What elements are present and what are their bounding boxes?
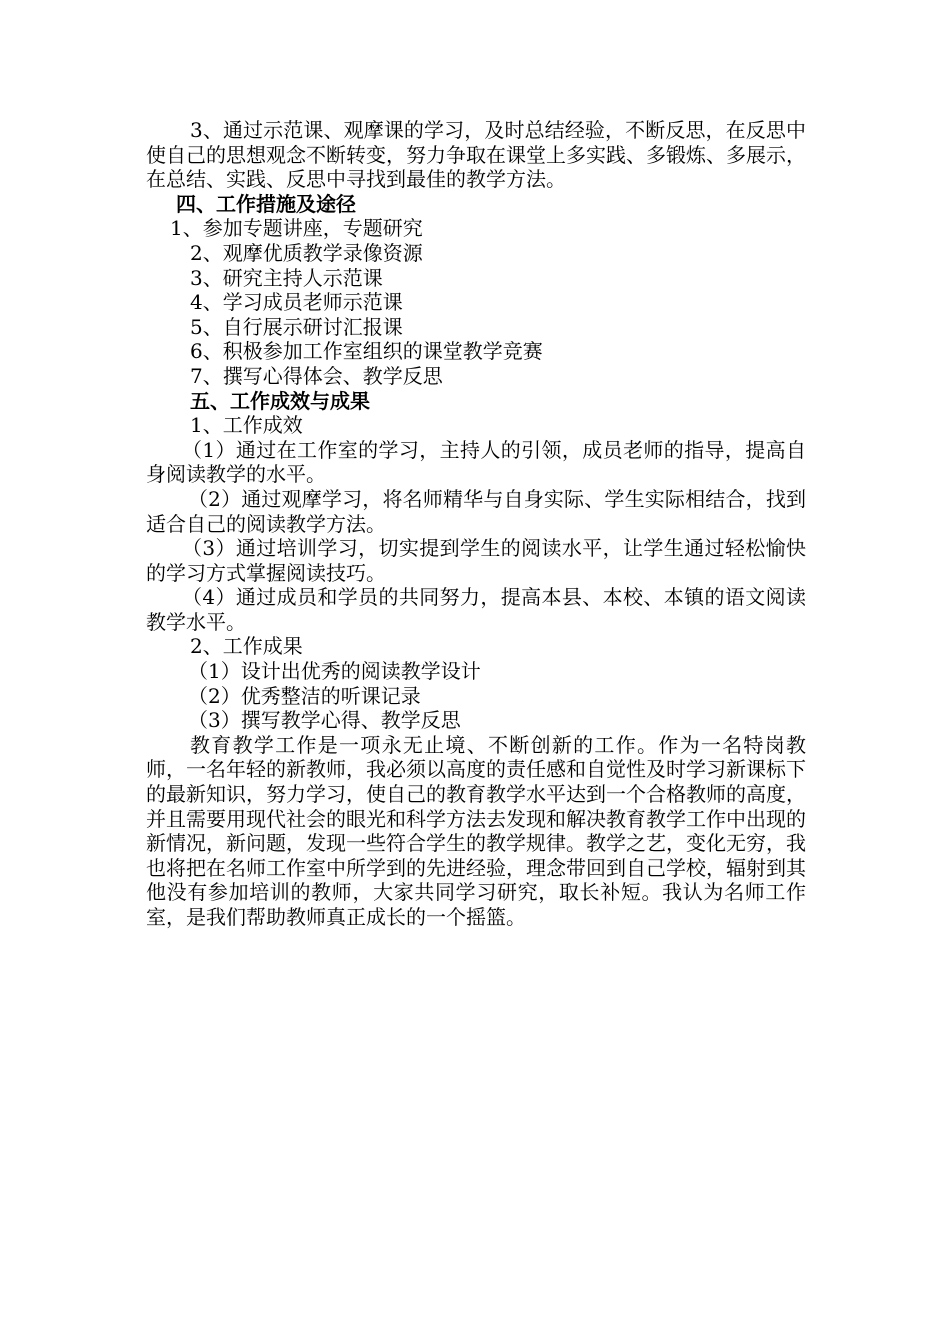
effect-item-4: （4）通过成员和学员的共同努力，提高本县、本校、本镇的语文阅读教学水平。 <box>146 585 806 634</box>
measure-item-4: 4、学习成员老师示范课 <box>190 290 403 315</box>
result-item-2: （2）优秀整洁的听课记录 <box>188 683 421 708</box>
result-item-1: （1）设计出优秀的阅读教学设计 <box>188 659 481 684</box>
subsection-title-results: 2、工作成果 <box>190 634 303 659</box>
measure-item-3: 3、研究主持人示范课 <box>190 265 383 290</box>
measure-item-7: 7、撰写心得体会、教学反思 <box>190 363 443 388</box>
conclusion-paragraph: 教育教学工作是一项永无止境、不断创新的工作。作为一名特岗教师，一名年轻的新教师，我必须以高度的责任感和自觉性及时学习新课标下的最新知识，努力学习，使自己的教育教学水平达到一个合格教师的高度，并且需要用现代社会的眼光和科学方法去发现和解决教育教学工作中出现的新情况，新问题，发现一些符合学生的教学规律。教学之艺，变化无穷，我也将把在名师工作室中所学到的先进经验，理念带回到自己学校，辐射到其他没有参加培训的教师，大家共同学习研究，取长补短。我认为名师工作室，是我们帮助教师真正成长的一个摇篮。 <box>146 732 806 929</box>
measure-item-5: 5、自行展示研讨汇报课 <box>190 314 403 339</box>
measure-item-2: 2、观摩优质教学录像资源 <box>190 240 423 265</box>
subsection-title-effects: 1、工作成效 <box>190 413 303 438</box>
paragraph-item-3: 3、通过示范课、观摩课的学习，及时总结经验，不断反思，在反思中使自己的思想观念不断转变，努力争取在课堂上多实践、多锻炼、多展示，在总结、实践、反思中寻找到最佳的教学方法。 <box>146 118 806 192</box>
section-heading-5: 五、工作成效与成果 <box>190 388 370 413</box>
effect-item-2: （2）通过观摩学习，将名师精华与自身实际、学生实际相结合，找到适合自己的阅读教学方法。 <box>146 486 806 536</box>
effect-item-3: （3）通过培训学习，切实提到学生的阅读水平，让学生通过轻松愉快的学习方式掌握阅读技巧。 <box>146 536 806 585</box>
measure-item-1: 1、参加专题讲座，专题研究 <box>170 216 423 241</box>
result-item-3: （3）撰写教学心得、教学反思 <box>188 708 461 733</box>
section-heading-4: 四、工作措施及途径 <box>176 191 356 216</box>
effect-item-1: （1）通过在工作室的学习，主持人的引领，成员老师的指导，提高自身阅读教学的水平。 <box>146 437 806 487</box>
document-body <box>146 118 806 930</box>
measure-item-6: 6、积极参加工作室组织的课堂教学竞赛 <box>190 339 543 364</box>
